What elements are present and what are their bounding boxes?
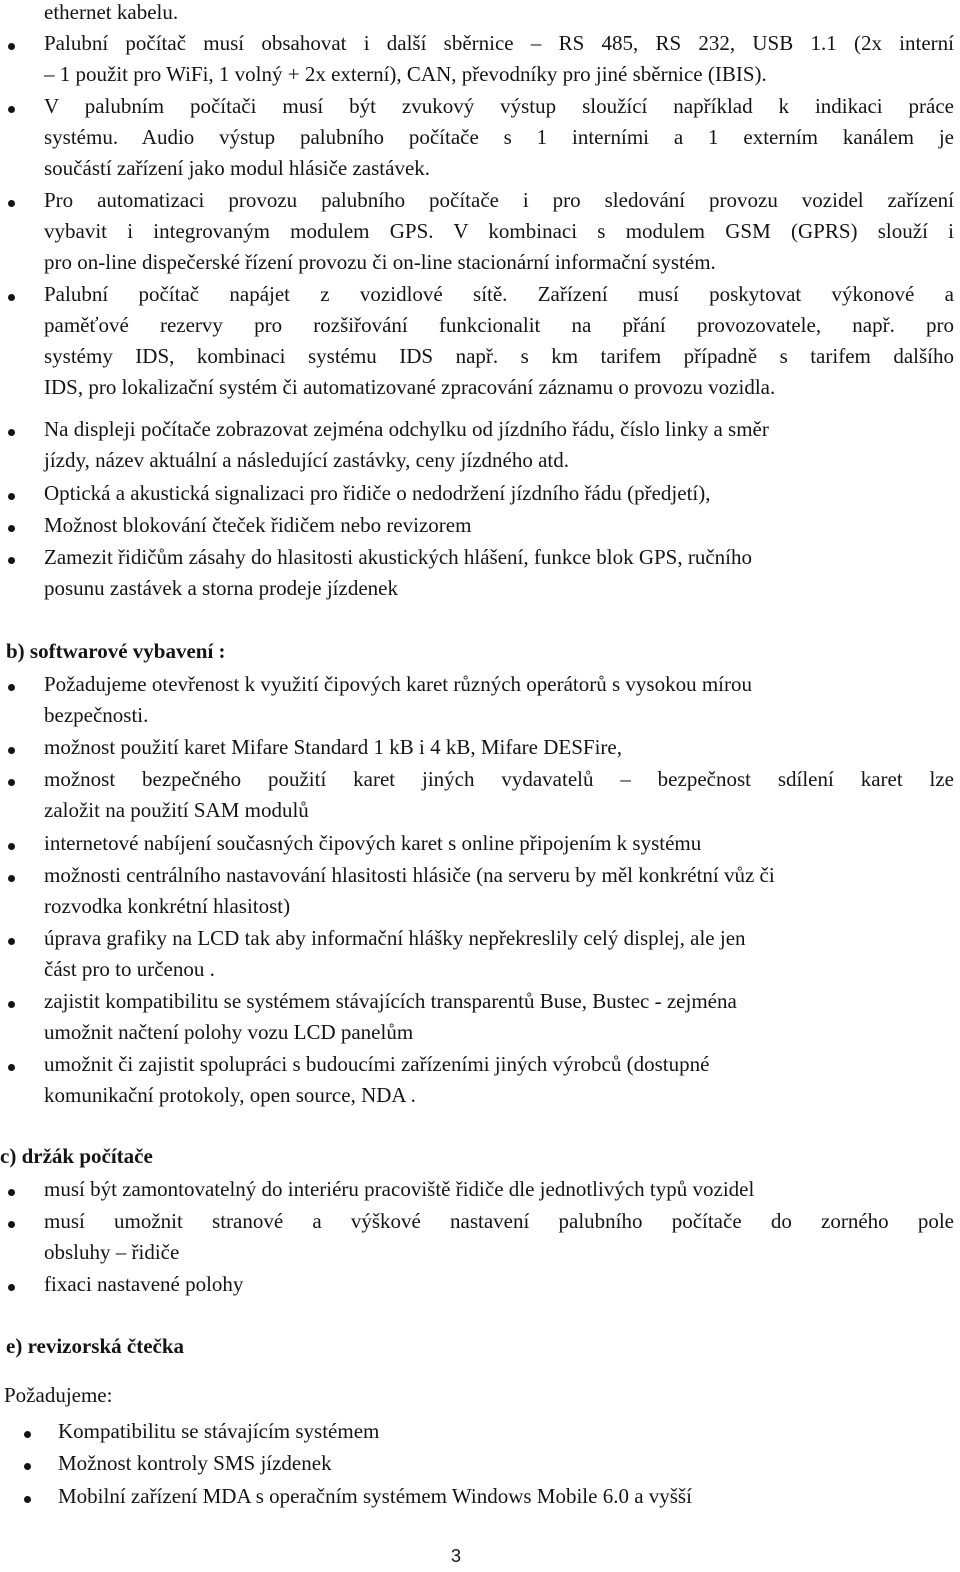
list-item-line: Požadujeme otevřenost k využití čipových karet různých operátorů s vysokou mírou xyxy=(44,672,752,696)
intro-text: Požadujeme: xyxy=(4,1383,113,1407)
list-item-line: možnost použití karet Mifare Standard 1 kB i 4 kB, Mifare DESFire, xyxy=(44,735,622,759)
list-item-line: bezpečnosti. xyxy=(44,703,149,727)
list-item-line: Mobilní zařízení MDA s operačním systémem Windows Mobile 6.0 a vyšší xyxy=(58,1484,692,1508)
bullet-icon xyxy=(24,1463,31,1470)
bullet-icon xyxy=(8,684,15,691)
list-item-line: musí umožnit stranové a výškové nastavení palubního počítače do zorného pole xyxy=(44,1209,954,1233)
bullet-icon xyxy=(8,1189,15,1196)
list-item-line: Možnost kontroly SMS jízdenek xyxy=(58,1451,332,1475)
bullet-icon xyxy=(8,1001,15,1008)
list-item-line: paměťové rezervy pro rozšiřování funkcionalit na přání provozovatele, např. pro xyxy=(44,313,954,337)
bullet-icon xyxy=(8,525,15,532)
bullet-icon xyxy=(8,557,15,564)
bullet-icon xyxy=(8,1284,15,1291)
list-item-line: systému. Audio výstup palubního počítače s 1 interními a 1 externím kanálem je xyxy=(44,125,954,149)
bullet-icon xyxy=(8,429,15,436)
list-item-line: Na displeji počítače zobrazovat zejména odchylku od jízdního řádu, číslo linky a směr xyxy=(44,417,769,441)
bullet-icon xyxy=(8,875,15,882)
bullet-icon xyxy=(8,779,15,786)
list-item-line: Palubní počítač napájet z vozidlové sítě. Zařízení musí poskytovat výkonové a xyxy=(44,282,954,306)
list-item-line: založit na použití SAM modulů xyxy=(44,798,309,822)
bullet-icon xyxy=(8,1064,15,1071)
list-item-line: Možnost blokování čteček řidičem nebo revizorem xyxy=(44,513,472,537)
list-item-line: Optická a akustická signalizaci pro řidiče o nedodržení jízdního řádu (předjetí), xyxy=(44,481,711,505)
list-item-line: vybavit i integrovaným modulem GPS. V kombinaci s modulem GSM (GPRS) slouží i xyxy=(44,219,954,243)
bullet-icon xyxy=(8,294,15,301)
bullet-icon xyxy=(24,1431,31,1438)
page-number: 3 xyxy=(451,1546,462,1566)
bullet-icon xyxy=(8,843,15,850)
list-item-line: fixaci nastavené polohy xyxy=(44,1272,244,1296)
list-item-line: umožnit či zajistit spolupráci s budoucími zařízeními jiných výrobců (dostupné xyxy=(44,1052,710,1076)
list-item-line: pro on-line dispečerské řízení provozu či on-line stacionární informační systém. xyxy=(44,250,716,274)
continuation-text: ethernet kabelu. xyxy=(44,0,179,24)
list-item-line: část pro to určenou . xyxy=(44,957,215,981)
list-item-line: obsluhy – řidiče xyxy=(44,1240,180,1264)
bullet-icon xyxy=(8,106,15,113)
list-item-line: možnosti centrálního nastavování hlasitosti hlásiče (na serveru by měl konkrétní vůz či xyxy=(44,863,775,887)
list-item-line: systémy IDS, kombinaci systému IDS např. s km tarifem případně s tarifem dalšího xyxy=(44,344,954,368)
list-item-line: Zamezit řidičům zásahy do hlasitosti akustických hlášení, funkce blok GPS, ručního xyxy=(44,545,753,569)
list-item-line: možnost bezpečného použití karet jiných vydavatelů – bezpečnost sdílení karet lze xyxy=(44,767,954,791)
list-item-line: IDS, pro lokalizační systém či automatizované zpracování záznamu o provozu vozidla. xyxy=(44,375,776,399)
list-item-line: internetové nabíjení současných čipových karet s online připojením k systému xyxy=(44,831,702,855)
list-item-line: Kompatibilitu se stávajícím systémem xyxy=(58,1419,380,1443)
list-item-line: V palubním počítači musí být zvukový výstup sloužící například k indikaci práce xyxy=(44,94,954,118)
bullet-icon xyxy=(8,1221,15,1228)
bullet-icon xyxy=(8,747,15,754)
list-item-line: rozvodka konkrétní hlasitost) xyxy=(44,894,291,918)
section-heading: c) držák počítače xyxy=(0,1144,153,1168)
list-item-line: Pro automatizaci provozu palubního počítače i pro sledování provozu vozidel zařízení xyxy=(44,188,954,212)
list-item-line: úprava grafiky na LCD tak aby informační hlášky nepřekreslily celý displej, ale jen xyxy=(44,926,746,950)
section-heading: e) revizorská čtečka xyxy=(6,1334,185,1358)
list-item-line: jízdy, název aktuální a následující zastávky, ceny jízdného atd. xyxy=(44,448,569,472)
bullet-icon xyxy=(8,493,15,500)
list-item-line: musí být zamontovatelný do interiéru pracoviště řidiče dle jednotlivých typů vozidel xyxy=(44,1177,755,1201)
bullet-icon xyxy=(24,1496,31,1503)
list-item-line: posunu zastávek a storna prodeje jízdenek xyxy=(44,576,398,600)
bullet-icon xyxy=(8,43,15,50)
list-item-line: součástí zařízení jako modul hlásiče zastávek. xyxy=(44,156,431,180)
bullet-icon xyxy=(8,938,15,945)
list-item-line: umožnit načtení polohy vozu LCD panelům xyxy=(44,1020,414,1044)
list-item-line: Palubní počítač musí obsahovat i další sběrnice – RS 485, RS 232, USB 1.1 (2x interní xyxy=(44,31,954,55)
list-item-line: komunikační protokoly, open source, NDA . xyxy=(44,1083,416,1107)
bullet-icon xyxy=(8,200,15,207)
section-heading: b) softwarové vybavení : xyxy=(6,639,226,663)
list-item-line: zajistit kompatibilitu se systémem stávajících transparentů Buse, Bustec - zejména xyxy=(44,989,737,1013)
list-item-line: – 1 použit pro WiFi, 1 volný + 2x externí), CAN, převodníky pro jiné sběrnice (IBIS). xyxy=(44,62,767,86)
